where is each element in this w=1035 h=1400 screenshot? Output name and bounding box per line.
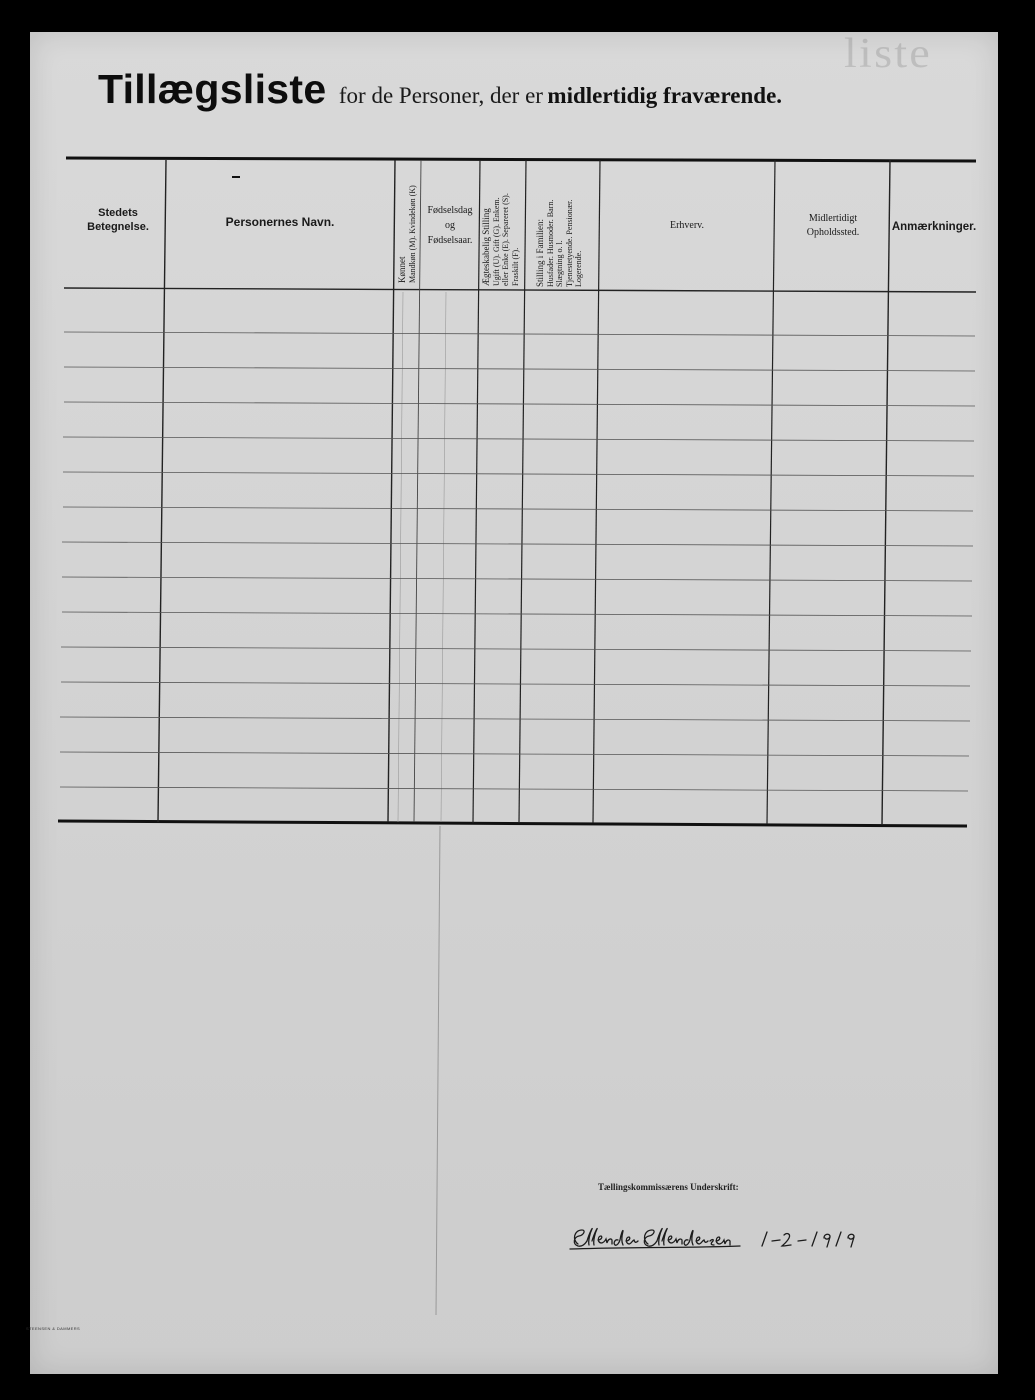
bottom-rule	[58, 821, 967, 826]
title-main: Tillægsliste	[98, 66, 327, 112]
header-stilling-line2: Husfader. Husmoder. Barn.	[545, 199, 555, 287]
header-stilling-line3: Slægtning o. l.	[555, 240, 564, 287]
header-kjonnet-line1: Kønnet	[397, 256, 407, 283]
top-rule	[66, 158, 976, 161]
header-dash-mark	[232, 176, 240, 178]
header-aegteskab-line1: Ægteskabelig Stilling	[481, 208, 491, 286]
signature-label: Tællingskommissærens Underskrift:	[598, 1182, 739, 1192]
header-midlertidigt-line1: Midlertidigt	[808, 213, 858, 224]
header-aegteskab-line4: Fraskilt (F).	[510, 247, 520, 286]
header-aegteskab-line3: eller Enke (E). Separeret (S).	[501, 193, 510, 286]
header-stedets	[78, 206, 158, 234]
header-navn: Personernes Navn.	[225, 215, 335, 229]
title-part1: for de Personer, der er	[338, 83, 543, 108]
header-aegteskab	[482, 193, 520, 286]
header-kjonnet-line2: Mandkøn (M). Kvindekøn (K)	[407, 185, 417, 283]
header-midlertidigt	[778, 212, 888, 240]
printer-imprint: STEENSEN & DAMMERS	[26, 1326, 81, 1331]
header-erhverv: Erhverv.	[669, 220, 705, 231]
header-aegteskab-line2: Ugift (U). Gift (G). Enkem.	[491, 197, 501, 286]
header-fodsels	[421, 203, 479, 248]
title-bold: midlertidig fraværende.	[547, 83, 783, 108]
header-kjonnet	[398, 185, 417, 283]
header-rule	[64, 288, 976, 292]
header-stilling-line5: Logerende.	[574, 250, 583, 287]
header-midlertidigt-line2: Opholdssted.	[806, 227, 860, 238]
header-stilling-line4: Tjenestetyende. Pensionær.	[564, 199, 574, 287]
bleed-through-text: liste	[844, 31, 932, 77]
header-stilling-line1: Stilling i Familien:	[535, 218, 545, 287]
header-stilling	[536, 200, 584, 287]
header-stedets-line1: Stedets	[98, 207, 138, 219]
header-fodsels-line1: Fødselsdag	[427, 205, 473, 216]
header-stedets-line2: Betegnelse.	[87, 221, 149, 233]
header-fodsels-line2: og	[445, 220, 455, 231]
header-anmaerkninger: Anmærkninger.	[891, 221, 977, 233]
handwritten-signature	[540, 1222, 880, 1258]
row-lines	[60, 332, 975, 791]
header-fodsels-line3: Fødselsaar.	[427, 235, 473, 246]
